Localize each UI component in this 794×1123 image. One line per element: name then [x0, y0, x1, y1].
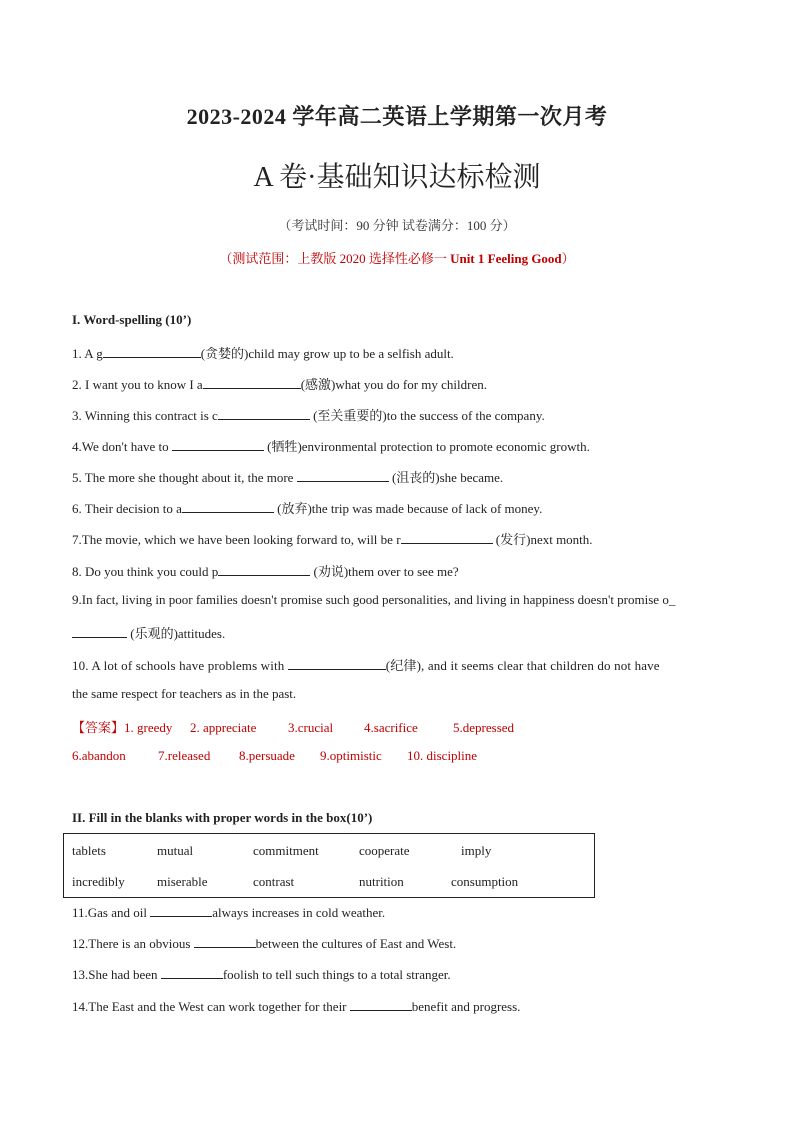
question-1	[72, 343, 722, 362]
q13-text-a: 13.She had been	[72, 967, 161, 982]
q12-text-b: between the cultures of East and West.	[255, 936, 457, 951]
answer-2: 2. appreciate	[190, 720, 257, 735]
q3-blank[interactable]	[218, 408, 310, 420]
answer-4: 4.sacrifice	[364, 720, 418, 735]
question-9-cont	[72, 623, 722, 642]
section2-heading: II. Fill in the blanks with proper words in the box(10’)	[72, 810, 373, 825]
answer-line-2	[72, 748, 722, 764]
q7-text-a: 7.The movie, which we have been looking forward to, will be r	[72, 532, 401, 547]
question-4	[72, 436, 722, 455]
q5-text-a: 5. The more she thought about it, the more	[72, 470, 297, 485]
answer-5: 5.depressed	[453, 720, 515, 735]
question-6	[72, 498, 722, 517]
q4-text-a: 4.We don't have to	[72, 439, 172, 454]
exam-scope	[0, 248, 794, 267]
q2-text-b: (感激)what you do for my children.	[300, 377, 487, 392]
answer-7: 7.released	[158, 748, 211, 763]
question-10	[72, 655, 722, 674]
question-3	[72, 405, 722, 424]
word-box-item: cooperate	[359, 843, 410, 858]
q7-text-b: (发行)next month.	[492, 532, 593, 547]
q13-blank[interactable]	[161, 967, 223, 979]
q12-blank[interactable]	[194, 936, 256, 948]
answer-9: 9.optimistic	[320, 748, 382, 763]
q10-text-b: (纪律), and it seems clear that children do not have	[385, 658, 660, 673]
scope-unit: Unit 1 Feeling Good	[450, 251, 562, 266]
q11-text-b: always increases in cold weather.	[212, 905, 386, 920]
q13-text-b: foolish to tell such things to a total stranger.	[222, 967, 451, 982]
q3-text-a: 3. Winning this contract is c	[72, 408, 218, 423]
q3-text-b: (至关重要的)to the success of the company.	[309, 408, 545, 423]
answer-line-1	[72, 717, 722, 736]
q8-text-a: 8. Do you think you could p	[72, 564, 219, 579]
q10-text-a: 10. A lot of schools have problems with	[72, 658, 288, 673]
word-box-item: mutual	[157, 843, 194, 858]
question-12	[72, 936, 722, 952]
q6-text-b: (放弃)the trip was made because of lack of money.	[273, 501, 543, 516]
word-box-item: miserable	[157, 874, 208, 889]
q9-blank[interactable]	[72, 626, 127, 638]
exam-subtitle: A 卷·基础知识达标检测	[253, 162, 541, 193]
q10-blank[interactable]	[288, 658, 386, 670]
q4-text-b: (牺牲)environmental protection to promote economic growth.	[263, 439, 590, 454]
q11-text-a: 11.Gas and oil	[72, 905, 151, 920]
q6-blank[interactable]	[182, 501, 274, 513]
word-box-item: incredibly	[72, 874, 125, 889]
q2-text-a: 2. I want you to know I a	[72, 377, 203, 392]
question-11	[72, 905, 722, 921]
word-box-item: commitment	[253, 843, 319, 858]
question-10-cont: the same respect for teachers as in the past.	[72, 686, 297, 701]
q8-text-b: (劝说)them over to see me?	[310, 564, 459, 579]
q12-text-a: 12.There is an obvious	[72, 936, 194, 951]
answer-6: 6.abandon	[72, 748, 126, 763]
answer-3: 3.crucial	[288, 720, 334, 735]
question-8	[72, 561, 722, 580]
q1-blank[interactable]	[103, 346, 201, 358]
word-box-item: contrast	[253, 874, 295, 889]
question-13	[72, 967, 722, 983]
exam-title: 2023-2024 学年高二英语上学期第一次月考	[186, 104, 608, 129]
q14-text-b: benefit and progress.	[411, 999, 521, 1014]
q1-text-b: (贪婪的)child may grow up to be a selfish adult.	[200, 346, 454, 361]
q11-blank[interactable]	[150, 905, 212, 917]
word-box-item: nutrition	[359, 874, 404, 889]
answer-8: 8.persuade	[239, 748, 295, 763]
answer-label: 【答案】	[72, 720, 125, 735]
q7-blank[interactable]	[401, 532, 493, 544]
q5-text-b: (沮丧的)she became.	[388, 470, 504, 485]
question-2	[72, 374, 722, 393]
scope-prefix: （测试范围：上教版 2020 选择性必修一	[219, 251, 451, 266]
q5-blank[interactable]	[297, 470, 389, 482]
question-7	[72, 529, 722, 548]
answer-1: 1. greedy	[124, 720, 173, 735]
q14-blank[interactable]	[350, 999, 412, 1011]
word-box-item: consumption	[451, 874, 519, 889]
q8-blank[interactable]	[218, 564, 310, 576]
section1-heading: I. Word-spelling (10’)	[72, 312, 192, 327]
word-box-item: imply	[461, 843, 492, 858]
word-box-item: tablets	[72, 843, 106, 858]
q9-text-a: 9.In fact, living in poor families doesn't promise such good personalities, and living in happiness doesn't promise o_	[72, 592, 676, 607]
q14-text-a: 14.The East and the West can work together for their	[72, 999, 350, 1014]
question-5	[72, 467, 722, 486]
q2-blank[interactable]	[203, 377, 301, 389]
answer-10: 10. discipline	[407, 748, 478, 763]
scope-suffix: ）	[561, 251, 575, 266]
q9-text-b: (乐观的)attitudes.	[127, 626, 226, 641]
exam-info: （考试时间：90 分钟 试卷满分：100 分）	[278, 218, 516, 233]
question-14	[72, 999, 722, 1015]
word-box	[63, 833, 595, 898]
q4-blank[interactable]	[172, 439, 264, 451]
q1-text-a: 1. A g	[72, 346, 103, 361]
q6-text-a: 6. Their decision to a	[72, 501, 182, 516]
question-9	[72, 592, 722, 608]
